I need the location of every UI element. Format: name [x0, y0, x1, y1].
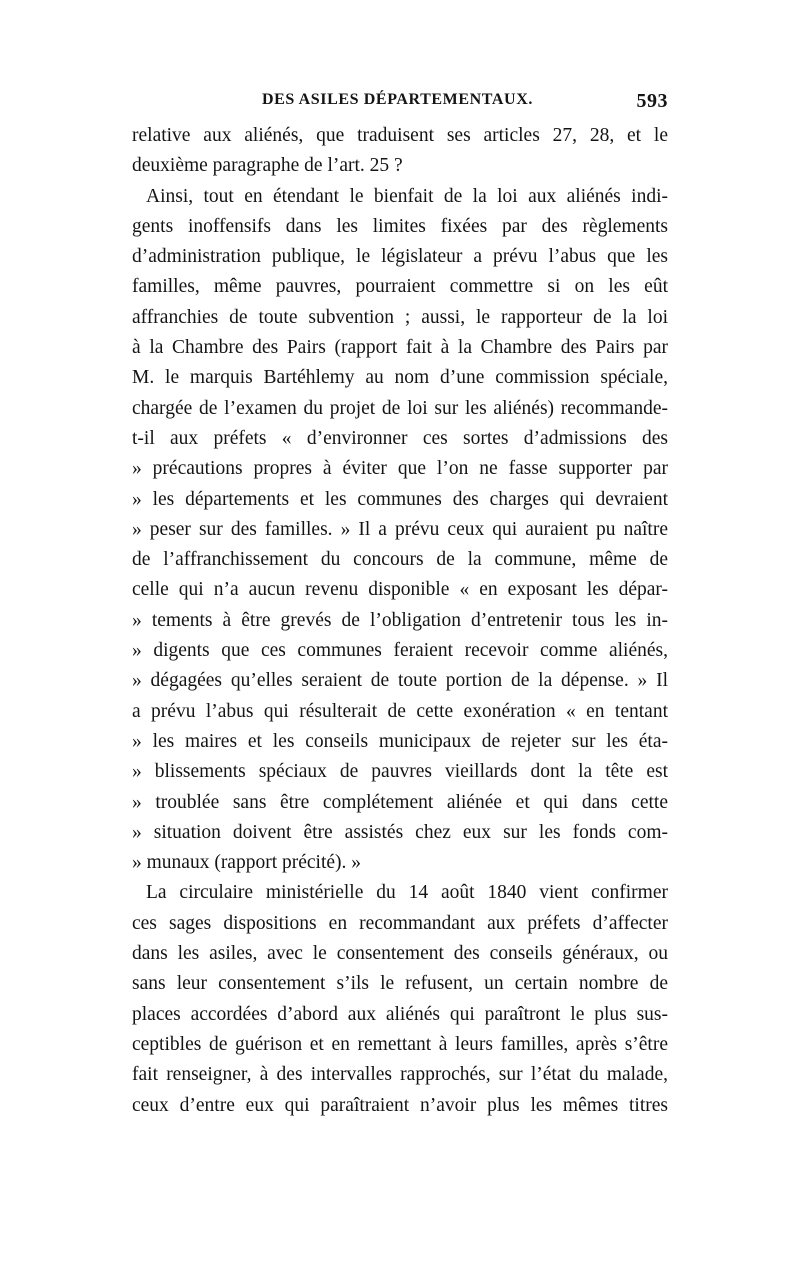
- text-line: à la Chambre des Pairs (rapport fait à la Chambre des Pairs par: [132, 337, 668, 359]
- text-line: ces sages dispositions en recommandant aux préfets d’affecter: [132, 912, 668, 934]
- text-line: » les maires et les conseils municipaux de rejeter sur les éta-: [132, 730, 668, 752]
- text-line: ceptibles de guérison et en remettant à leurs familles, après s’être: [132, 1033, 668, 1055]
- text-line: de l’affranchissement du concours de la commune, même de: [132, 549, 668, 571]
- text-line: celle qui n’a aucun revenu disponible « en exposant les dépar-: [132, 579, 668, 601]
- text-line: relative aux aliénés, que traduisent ses articles 27, 28, et le: [132, 125, 668, 146]
- text-line: » digents que ces communes feraient recevoir comme aliénés,: [132, 640, 668, 662]
- text-line: ceux d’entre eux qui paraîtraient n’avoir plus les mêmes titres: [132, 1094, 668, 1116]
- body-text: [132, 121, 668, 1121]
- text-line: fait renseigner, à des intervalles rapprochés, sur l’état du malade,: [132, 1064, 668, 1086]
- text-line: » tements à être grevés de l’obligation d’entretenir tous les in-: [132, 609, 668, 631]
- text-line: » précautions propres à éviter que l’on ne fasse supporter par: [132, 458, 668, 480]
- text-line: » munaux (rapport précité). »: [132, 852, 362, 874]
- text-line: chargée de l’examen du projet de loi sur les aliénés) recommande-: [132, 397, 668, 419]
- text-line: » blissements spéciaux de pauvres vieillards dont la tête est: [132, 761, 668, 783]
- text-line: » situation doivent être assistés chez eux sur les fonds com-: [132, 821, 668, 843]
- text-line: d’administration publique, le législateur a prévu l’abus que les: [132, 246, 668, 268]
- text-line: » peser sur des familles. » Il a prévu ceux qui auraient pu naître: [132, 518, 668, 540]
- text-line: M. le marquis Bartéhlemy au nom d’une commission spéciale,: [132, 367, 668, 389]
- text-line: dans les asiles, avec le consentement des conseils généraux, ou: [132, 943, 668, 965]
- text-line: sans leur consentement s’ils le refusent, un certain nombre de: [132, 973, 668, 995]
- text-line: t-il aux préfets « d’environner ces sortes d’admissions des: [132, 427, 668, 449]
- text-line: familles, même pauvres, pourraient commettre si on les eût: [132, 276, 668, 298]
- running-head: [132, 91, 668, 117]
- text-line: deuxième paragraphe de l’art. 25 ?: [132, 155, 403, 177]
- page-number: 593: [636, 90, 668, 112]
- text-line: affranchies de toute subvention ; aussi, le rapporteur de la loi: [132, 306, 668, 328]
- text-line: places accordées d’abord aux aliénés qui paraîtront le plus sus-: [132, 1003, 668, 1025]
- text-line: » les départements et les communes des charges qui devraient: [132, 488, 668, 510]
- text-line: a prévu l’abus qui résulterait de cette exonération « en tentant: [132, 700, 668, 722]
- text-line: » dégagées qu’elles seraient de toute portion de la dépense. » Il: [132, 670, 668, 692]
- text-line: » troublée sans être complétement aliénée et qui dans cette: [132, 791, 668, 813]
- running-head-title: DES ASILES DÉPARTEMENTAUX.: [262, 91, 533, 108]
- text-line: gents inoffensifs dans les limites fixées par des règlements: [132, 215, 668, 237]
- paragraph-start-line: La circulaire ministérielle du 14 août 1840 vient confirmer: [146, 882, 668, 904]
- paragraph-start-line: Ainsi, tout en étendant le bienfait de la loi aux aliénés indi-: [146, 185, 668, 207]
